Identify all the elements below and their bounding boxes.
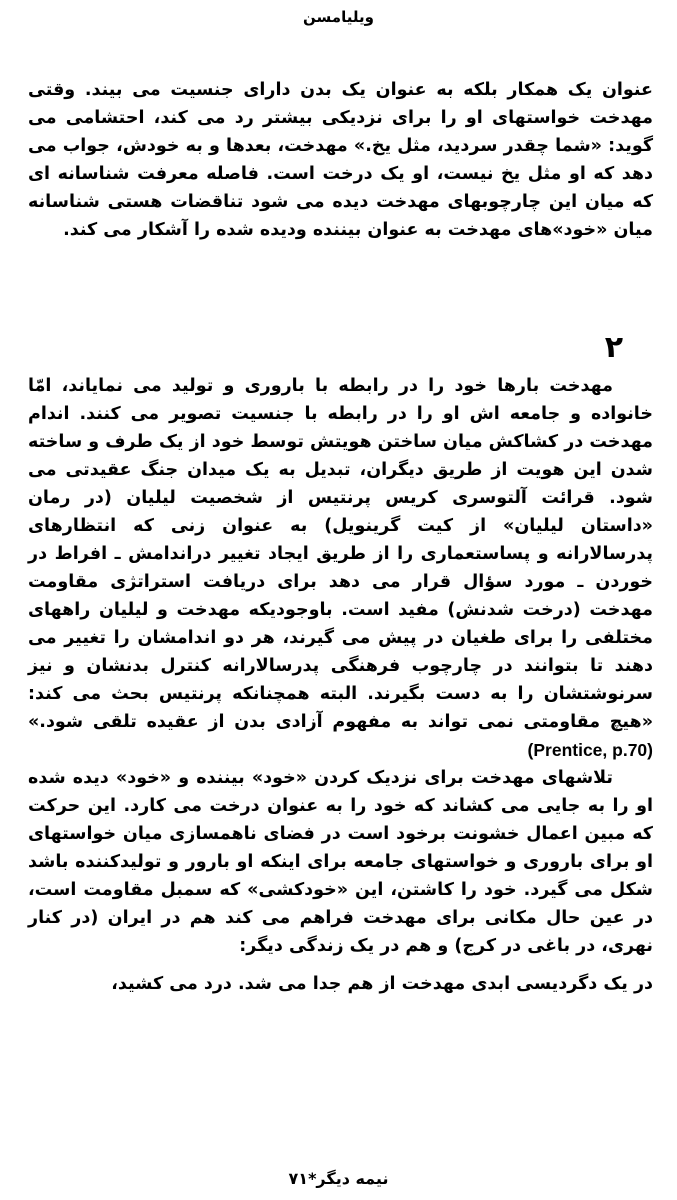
- paragraph-2-body: مهدخت بارها خود را در رابطه با باروری و تولید می نمایاند، امّا خانواده و جامعه اش او را در رابطه با جنسیت تصویر می کنند. اندام مهدخت در کشاکش میان ساختن هویتش توسط خود از یک طرف و ساخته شدن این هویت از طریق دیگران، تبدیل به یک میدان جنگ عقیدتی می شود. قرائت آلتوسری کریس پرنتیس از شخصیت لیلیان (در رمان «داستان لیلیان» از کیت گرینویل) به عنوان زنی که انتظارهای پدرسالارانه و پساستعماری را از طریق ایجاد تغییر دراندامش ـ افراط در خوردن ـ مورد سؤال قرار می دهد برای دریافت استراتژی مقاومت مهدخت (درخت شدنش) مفید است. باوجودیکه مهدخت و لیلیان راههای مختلفی را برای طغیان در پیش می گیرند، هر دو اندامشان را تغییر می دهند تا بتوانند در چارچوب فرهنگی پدرسالارانه کنترل بدنشان و نیز سرنوشتشان را به دست بگیرند. البته همچنانکه پرنتیس بحث می کند: «هیچ مقاومتی نمی تواند به مفهوم آزادی بدن از عقیده تلقی شود.»: [28, 376, 653, 732]
- paragraph-3-text: تلاشهای مهدخت برای نزدیک کردن «خود» بیننده و «خود» دیده شده او را به جایی می کشاند که خود را به عنوان درخت می کارد. این حرکت که مبین اعمال خشونت برخود است در فضای ناهمسازی میان خواستهای او برای باروری و خواستهای جامعه برای اینکه او بارور و تولیدکننده باشد شکل می گیرد. خود را کاشتن، این «خودکشی» که سمبل مقاومت است، در عین حال مکانی برای مهدخت فراهم می کند هم در ایران (در کنار نهری، در باغی در کرج) و هم در یک زندگی دیگر:: [28, 768, 653, 956]
- page-footer: نیمه دیگر*۷۱: [288, 1169, 389, 1188]
- paragraph-1: [28, 76, 653, 244]
- citation: (Prentice, p.70): [527, 740, 653, 760]
- section-number: ۲: [604, 330, 623, 365]
- paragraph-3: [28, 764, 653, 960]
- paragraph-1-text: عنوان یک همکار بلکه به عنوان یک بدن دارای جنسیت می بیند. وقتی مهدخت خواستهای او را برای نزدیکی بیشتر رد می کند، احتشامی می گوید: «شما چقدر سردید، مثل یخ.» مهدخت، بعدها و به خودش، جواب می دهد که او مثل یخ نیست، او یک درخت است. فاصله معرفت شناسانه ای که میان این چارچوبهای مهدخت دیده می شود تناقضات هستی شناسانه میان «خود»های مهدخت به عنوان بیننده ودیده شده را آشکار می کند.: [28, 80, 653, 240]
- running-header: ویلیامسن: [303, 8, 374, 26]
- quotation-start: [28, 970, 653, 998]
- paragraph-2: [28, 372, 653, 765]
- quotation-text: در یک دگردیسی ابدی مهدخت از هم جدا می شد. درد می کشید،: [111, 974, 653, 994]
- paragraph-2-text: [28, 372, 653, 765]
